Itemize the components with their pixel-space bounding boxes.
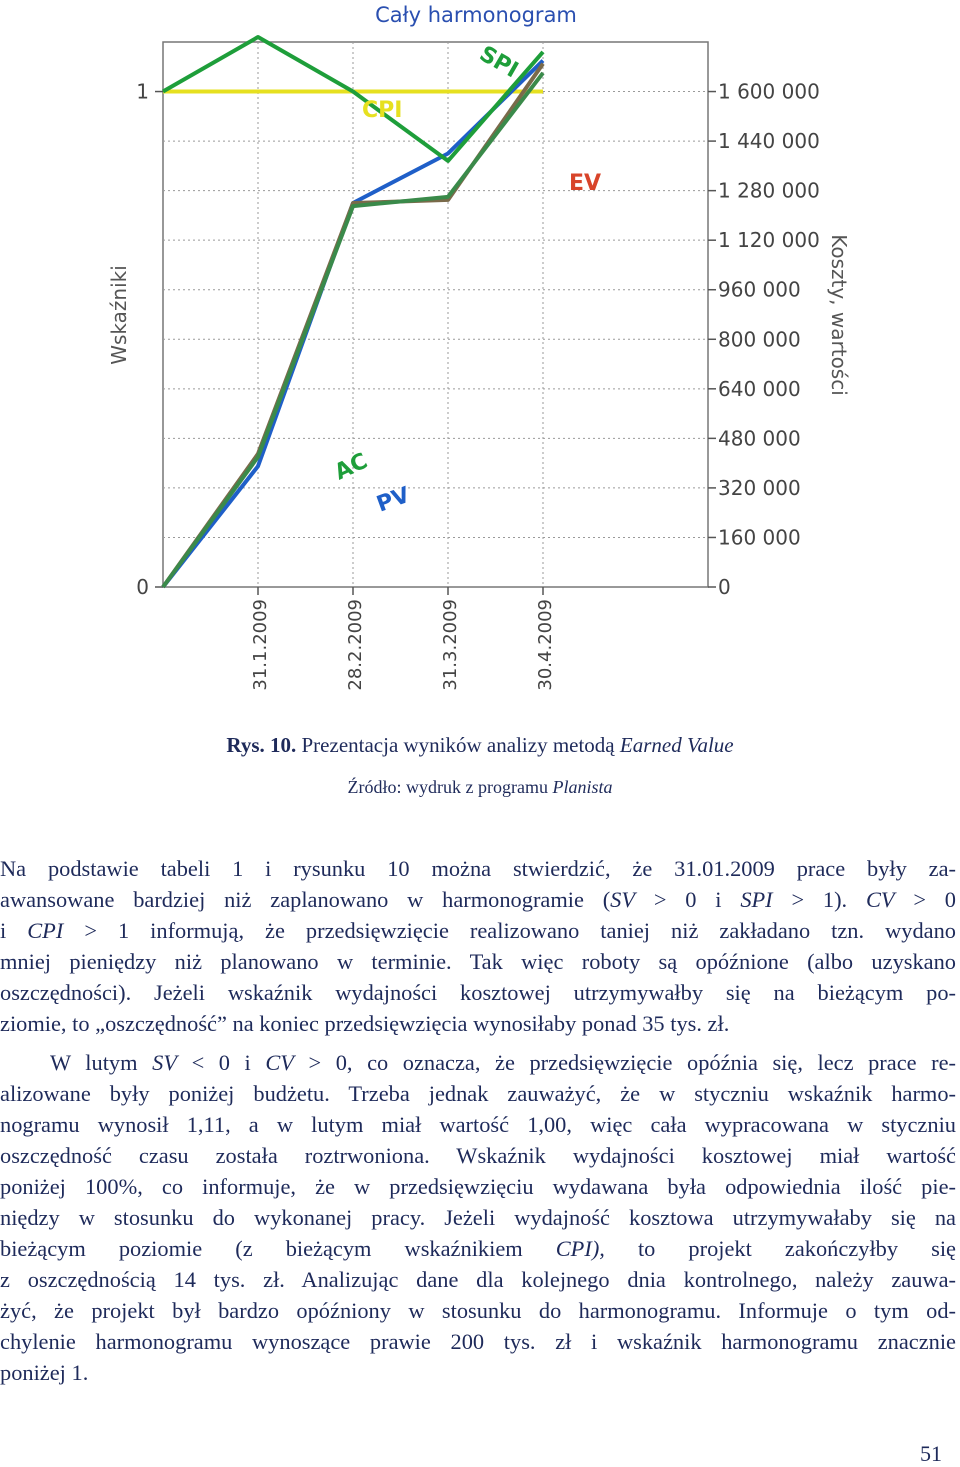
right-tick-label: 1 120 000 (718, 228, 820, 253)
text-line (0, 1047, 956, 1078)
text-line (0, 1078, 956, 1109)
right-axis-ticks (708, 80, 820, 599)
text-line (0, 884, 956, 915)
right-tick-label: 960 000 (718, 277, 801, 302)
right-tick-label: 1 280 000 (718, 178, 820, 203)
italic-term: SV (610, 887, 636, 912)
series-label-ac: AC (330, 448, 372, 486)
x-tick-label: 31.3.2009 (440, 599, 461, 691)
text-run: awansowane bardziej niż zaplanowano w harmonogramie ( (0, 887, 611, 912)
text-run: poniżej 1. (0, 1360, 89, 1385)
left-axis-label: Wskaźniki (107, 265, 131, 365)
source-italic: Planista (552, 777, 613, 797)
text-run: z oszczędnością 14 tys. zł. Analizując dane dla kolejnego dnia kontrolnego, należy zauwa- (0, 1267, 956, 1292)
plot-area (163, 42, 708, 587)
italic-term: SV (152, 1050, 177, 1075)
text-run: niędzy w stosunku do wykonanej pracy. Jeżeli wydajność kosztowa utrzymywałaby się na (0, 1205, 956, 1230)
series-label-ev: EV (569, 171, 602, 196)
earned-value-chart (0, 0, 960, 715)
caption-italic: Earned Value (619, 733, 734, 757)
text-line (0, 1233, 956, 1264)
text-line (0, 977, 956, 1008)
text-line (0, 946, 956, 977)
right-tick-label: 800 000 (718, 327, 801, 352)
text-line (0, 1202, 956, 1233)
series-label-spi: SPI (475, 41, 523, 84)
series-label-pv: PV (373, 482, 414, 518)
left-tick-label: 0 (136, 575, 149, 599)
text-run: alizowane były poniżej budżetu. Trzeba jednak zauważyć, że w styczniu wskaźnik harmo- (0, 1081, 956, 1106)
text-line (0, 853, 956, 884)
text-run: żyć, że projekt był bardzo opóźniony w stosunku do harmonogramu. Informuje o tym od- (0, 1298, 956, 1323)
right-tick-label: 320 000 (718, 475, 801, 500)
right-tick-label: 480 000 (718, 426, 801, 451)
text-run: chylenie harmonogramu wynoszące prawie 200 tys. zł i wskaźnik harmonogramu znacznie (0, 1329, 956, 1354)
right-tick-label: 1 440 000 (718, 129, 820, 154)
figure-caption (0, 733, 960, 758)
italic-term: SPI (740, 887, 773, 912)
text-run: > 0 (894, 887, 957, 912)
left-tick-label: 1 (136, 79, 149, 104)
text-line (0, 1295, 956, 1326)
text-line (0, 1171, 956, 1202)
right-tick-label: 640 000 (718, 376, 801, 401)
text-run: ziomie, to „oszczędność” na koniec przedsięwzięcia wynosiłaby ponad 35 tys. zł. (0, 1011, 730, 1036)
text-run: > 0 i (635, 887, 741, 912)
italic-term: CV (865, 887, 895, 912)
paragraph-2 (0, 1047, 956, 1388)
text-run: to projekt zakończyłby się (604, 1236, 956, 1261)
left-axis-ticks (136, 80, 163, 599)
caption-prefix: Rys. 10. (226, 733, 297, 757)
x-tick-label: 30.4.2009 (535, 599, 556, 691)
right-axis-label: Koszty, wartości (827, 234, 851, 396)
text-run: bieżącym poziomie (z bieżącym wskaźnikiem (0, 1236, 556, 1261)
right-tick-label: 160 000 (718, 525, 801, 550)
text-line (0, 1140, 956, 1171)
italic-term: CPI), (555, 1236, 605, 1261)
text-run: > 1 informują, że przedsięwzięcie realizowano taniej niż zakładano tzn. wydano (63, 918, 956, 943)
text-run: oszczędności). Jeżeli wskaźnik wydajności kosztowej utrzymywałby się na bieżącym po- (0, 980, 956, 1005)
x-tick-label: 31.1.2009 (250, 599, 271, 691)
text-run: oszczędność czasu została roztrwoniona. Wskaźnik wydajności kosztowej miał wartość (0, 1143, 956, 1168)
text-run: > 0, co oznacza, że przedsięwzięcie opóźnia się, lecz prace re- (293, 1050, 956, 1075)
text-line (0, 1326, 956, 1357)
text-run: W lutym (50, 1050, 153, 1075)
italic-term: CPI (27, 918, 64, 943)
text-line (0, 1264, 956, 1295)
text-run: mniej pieniędzy niż planowano w terminie. Tak więc roboty są opóźnione (albo uzyskano (0, 949, 956, 974)
text-run: < 0 i (177, 1050, 266, 1075)
text-line (0, 1357, 956, 1388)
chart-title: Cały harmonogram (375, 3, 577, 27)
x-axis-ticks (250, 587, 556, 691)
text-run: i (0, 918, 28, 943)
source-text: Źródło: wydruk z programu (347, 777, 553, 797)
series-label-cpi: CPI (362, 98, 403, 123)
text-run: poniżej 100%, co informuje, że w przedsięwzięciu wydawana była odpowiednia ilość pie- (0, 1174, 956, 1199)
paragraph-1 (0, 853, 956, 1039)
italic-term: CV (265, 1050, 294, 1075)
right-tick-label: 1 600 000 (718, 79, 820, 104)
figure-source (0, 777, 960, 798)
text-line (0, 1109, 956, 1140)
x-tick-label: 28.2.2009 (345, 599, 366, 691)
text-line (0, 1008, 956, 1039)
right-tick-label: 0 (718, 575, 731, 599)
text-run: > 1). (772, 887, 866, 912)
caption-text: Prezentacja wyników analizy metodą (296, 733, 620, 757)
text-run: Na podstawie tabeli 1 i rysunku 10 można stwierdzić, że 31.01.2009 prace były za- (0, 856, 956, 881)
page-number: 51 (920, 1441, 942, 1466)
text-line (0, 915, 956, 946)
text-run: nogramu wynosił 1,11, a w lutym miał wartość 1,00, więc cała wypracowana w styczniu (0, 1112, 956, 1137)
